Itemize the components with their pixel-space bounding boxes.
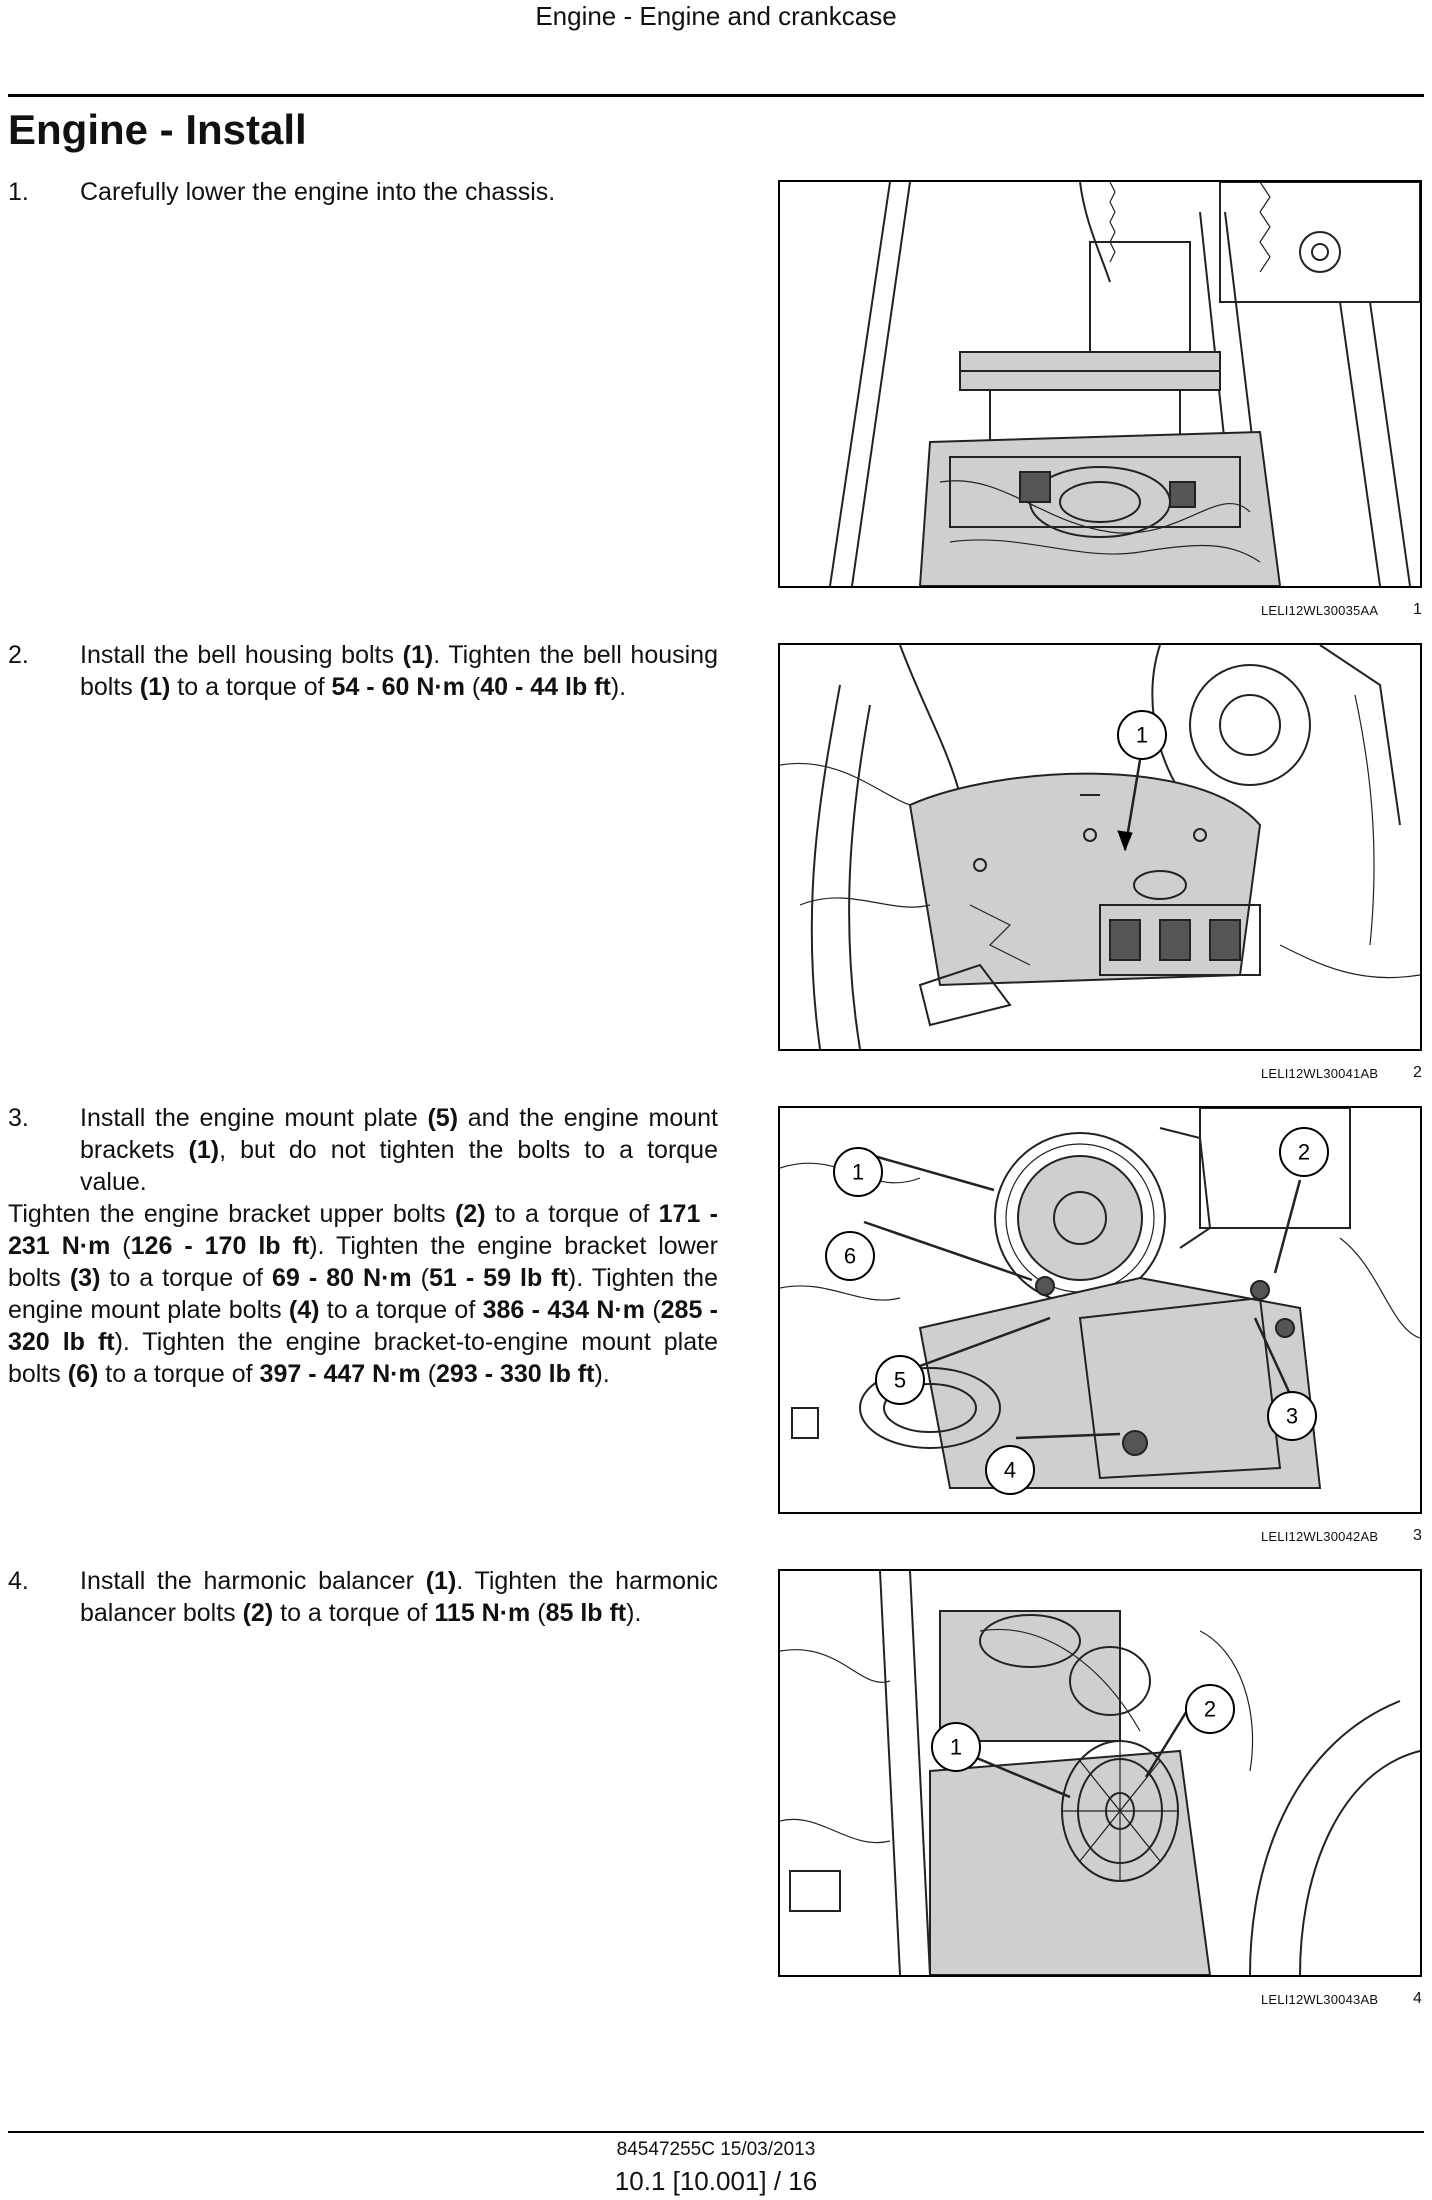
figure-2-bell-housing-illustration	[778, 643, 1422, 1051]
callout-3	[1268, 1392, 1316, 1440]
figure-number: 4	[1413, 1990, 1422, 2007]
svg-text:1: 1	[949, 1734, 963, 1760]
page-title: Engine - Install	[8, 106, 307, 153]
svg-text:6: 6	[843, 1243, 857, 1269]
figure-number: 1	[1413, 601, 1422, 618]
callout-5	[876, 1356, 924, 1404]
step-text: Install the bell housing bolts (1). Tighten the bell housing bolts (1) to a torque of 54 - 60 N·m (40 - 44 lb ft).	[80, 641, 718, 701]
footer-document-code: 84547255C 15/03/2013	[616, 2139, 816, 2160]
step-text: Install the harmonic balancer (1). Tighten the harmonic balancer bolts (2) to a torque of 115 N·m (85 lb ft).	[80, 1567, 719, 1627]
step-text: Carefully lower the engine into the chassis.	[80, 178, 556, 206]
step-4	[8, 1565, 718, 1629]
step-text-continued: Tighten the engine bracket upper bolts (2) to a torque of 171 - 231 N·m (126 - 170 lb ft). Tighten the engine bracket lower bolts (3) to a torque of 69 - 80 N·m (51 - 59 lb ft). Tighten the engine mount plate bolts (4) to a torque of 386 - 434 N·m (285 - 320 lb ft). Tighten the engine bracket-to-engine mount plate bolts (6) to a torque of 397 - 447 N·m (293 - 330 lb ft).	[8, 1200, 719, 1388]
svg-text:2: 2	[1203, 1696, 1217, 1722]
step-2	[8, 639, 718, 703]
header-rule	[8, 94, 1424, 97]
step-number: 4.	[8, 1567, 29, 1595]
svg-text:1: 1	[851, 1159, 865, 1185]
callout-1	[834, 1148, 882, 1196]
figure-code: LELI12WL30041AB	[1261, 1066, 1379, 1081]
footer-rule	[8, 2131, 1424, 2133]
svg-text:1: 1	[1135, 722, 1149, 748]
svg-text:5: 5	[893, 1367, 907, 1393]
step-1	[8, 176, 718, 208]
svg-text:4: 4	[1003, 1457, 1017, 1483]
figure-code: LELI12WL30043AB	[1261, 1992, 1379, 2007]
callout-2	[1186, 1685, 1234, 1733]
figure-2-callouts	[780, 645, 1420, 1049]
figure-4-harmonic-balancer-illustration	[778, 1569, 1422, 1977]
figure-1-engine-hoist-illustration	[778, 180, 1422, 588]
callout-4	[986, 1446, 1034, 1494]
step-number: 1.	[8, 178, 29, 206]
step-text: Install the engine mount plate (5) and the engine mount brackets (1), but do not tighten the bolts to a torque value.	[80, 1104, 718, 1196]
engine-hoist-drawing	[780, 182, 1420, 586]
figure-code: LELI12WL30035AA	[1261, 603, 1379, 618]
figure-3-callouts	[780, 1108, 1420, 1512]
svg-text:2: 2	[1297, 1139, 1311, 1165]
callout-6	[826, 1232, 874, 1280]
callout-1	[1118, 711, 1166, 759]
callout-1	[932, 1723, 980, 1771]
footer-page-reference: 10.1 [10.001] / 16	[614, 2166, 818, 2196]
figure-number: 3	[1413, 1527, 1422, 1544]
figure-3-engine-mount-illustration	[778, 1106, 1422, 1514]
figure-code: LELI12WL30042AB	[1261, 1529, 1379, 1544]
callout-2	[1280, 1128, 1328, 1176]
step-3	[8, 1102, 718, 1390]
figure-4-callouts	[780, 1571, 1420, 1975]
svg-text:3: 3	[1285, 1403, 1299, 1429]
figure-number: 2	[1413, 1064, 1422, 1081]
running-header: Engine - Engine and crankcase	[535, 1, 897, 31]
step-number: 3.	[8, 1104, 29, 1132]
step-number: 2.	[8, 641, 29, 669]
